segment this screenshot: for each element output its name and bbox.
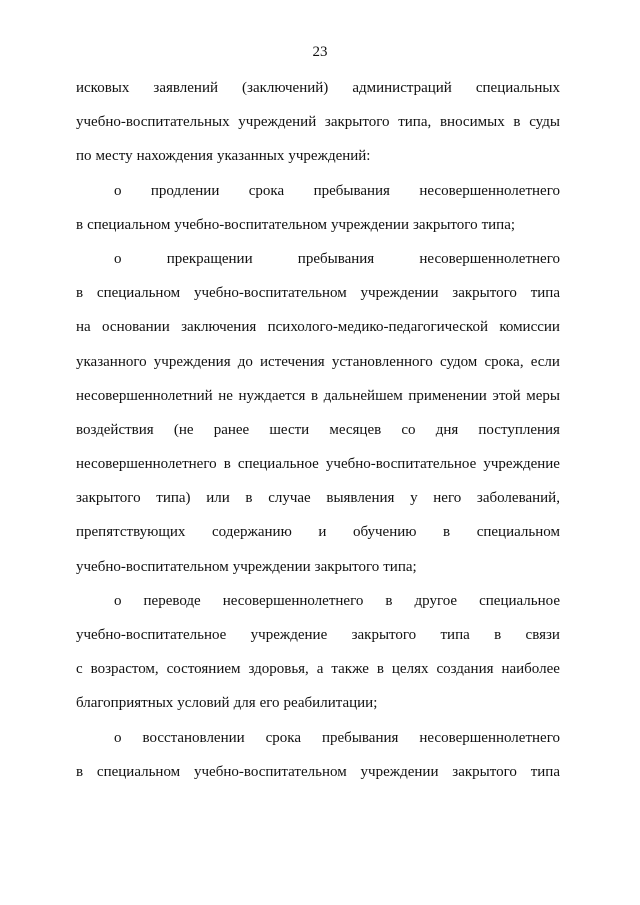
text-word: в [223, 456, 231, 473]
text-word: дальнейшем [323, 387, 403, 404]
text-line [76, 515, 560, 549]
text-word: специальных [475, 80, 560, 96]
text-word: учебно-воспитательном [76, 558, 229, 575]
text-line [76, 550, 560, 584]
text-line [76, 310, 560, 344]
text-word: также [331, 661, 369, 678]
text-line [76, 379, 560, 413]
text-word: срока [265, 729, 302, 746]
text-word: наиболее [501, 661, 560, 678]
text-word: типа; [481, 216, 516, 233]
text-word: для [233, 695, 256, 712]
text-word: специальном [476, 524, 560, 541]
text-word: несовершеннолетнего [419, 250, 560, 267]
text-word: учреждений: [288, 148, 371, 165]
text-word: случае [268, 490, 311, 507]
text-line [76, 481, 560, 515]
text-word: применении [408, 387, 487, 404]
text-word: по [76, 148, 92, 165]
text-word: не [218, 387, 233, 404]
text-word: благоприятных [76, 695, 174, 712]
text-word: его [259, 695, 280, 712]
text-word: в [245, 490, 253, 507]
text-word: ранее [213, 421, 250, 438]
text-word: типа, [398, 114, 432, 131]
text-word: закрытого [324, 114, 390, 131]
text-word: учреждении [331, 216, 409, 233]
text-word: срока, [484, 353, 524, 370]
text-word: закрытого [412, 216, 478, 233]
text-line [76, 345, 560, 379]
text-word: учреждение [250, 627, 328, 643]
text-word: несовершеннолетнего [222, 592, 364, 609]
text-line [76, 208, 560, 242]
text-word: учебно-воспитательном [194, 763, 347, 780]
text-word: о [114, 250, 122, 267]
text-word: пребывания [297, 250, 375, 267]
text-word: связи [525, 627, 560, 643]
text-word: (не [173, 421, 194, 438]
text-word: несовершеннолетнего [419, 729, 560, 746]
text-line [76, 755, 560, 789]
text-word: восстановлении [142, 729, 245, 746]
text-word: вносимых [439, 114, 505, 131]
text-word: закрытого [452, 763, 517, 780]
text-word: учебно-воспитательном [194, 285, 347, 302]
text-word: срока [248, 182, 285, 199]
text-word: типа [440, 627, 470, 643]
text-line [76, 242, 560, 276]
text-word: на [76, 319, 91, 336]
text-word: в [76, 285, 84, 302]
text-word: суды [529, 114, 560, 131]
text-word: прекращении [166, 250, 253, 267]
text-word: дня [435, 421, 459, 438]
text-word: в [376, 661, 384, 678]
text-word: нахождения [136, 148, 213, 165]
page-number: 23 [312, 44, 328, 60]
text-word: со [401, 421, 416, 438]
text-word: в [513, 114, 521, 131]
text-word: специальном [96, 285, 181, 302]
text-word: с [76, 661, 83, 678]
text-line [76, 276, 560, 310]
text-word: воздействия [76, 421, 154, 438]
text-word: (заключений) [242, 80, 329, 96]
text-word: в [310, 387, 319, 404]
text-word: до [237, 353, 253, 370]
text-word: учебно-воспитательном [174, 216, 328, 233]
text-word: администраций [352, 80, 452, 96]
text-word: судом [439, 353, 478, 370]
text-word: учреждении [232, 558, 311, 575]
text-word: переводе [143, 592, 201, 609]
text-word: заявлений [153, 80, 218, 96]
text-word: условий [177, 695, 230, 712]
text-word: поступления [478, 421, 560, 438]
text-word: пребывания [322, 729, 399, 746]
text-line [76, 413, 560, 447]
text-word: психолого-медико-педагогической [267, 319, 488, 336]
text-word: учебно-воспитательное [76, 627, 227, 643]
text-word: типа; [383, 558, 417, 575]
text-word: а [316, 661, 324, 678]
text-word: специальное [237, 456, 319, 473]
text-line [76, 618, 560, 652]
text-word: реабилитации; [283, 695, 378, 712]
text-word: заболеваний, [476, 490, 560, 507]
text-word: учреждений [238, 114, 317, 131]
text-word: установленного [331, 353, 433, 370]
text-word: несовершеннолетний [76, 387, 213, 404]
text-line [76, 721, 560, 755]
text-word: учреждении [360, 285, 439, 302]
text-word: в [76, 216, 84, 233]
body-text [76, 71, 560, 789]
text-word: учреждения [153, 353, 231, 370]
text-word: закрытого [351, 627, 417, 643]
text-word: целях [391, 661, 429, 678]
text-word: него [433, 490, 462, 507]
text-word: типа [530, 763, 560, 780]
text-word: заключения [181, 319, 257, 336]
text-word: в [443, 524, 451, 541]
text-word: несовершеннолетнего [76, 456, 217, 473]
text-word: учебно-воспитательное [325, 456, 477, 473]
text-word: выявления [326, 490, 395, 507]
text-line [76, 584, 560, 618]
text-word: другое [414, 592, 458, 609]
text-word: в [494, 627, 502, 643]
text-word: о [114, 182, 122, 199]
text-word: если [530, 353, 560, 370]
text-line [76, 447, 560, 481]
text-word: специальном [87, 216, 171, 233]
text-word: типа [530, 285, 560, 302]
text-line [76, 686, 560, 720]
text-word: меры [526, 387, 560, 404]
text-word: месяцев [329, 421, 382, 438]
text-word: типа) [156, 490, 191, 507]
text-word: основании [102, 319, 170, 336]
text-word: здоровья, [248, 661, 309, 678]
text-line [76, 71, 560, 105]
text-word: обучению [352, 524, 417, 541]
text-word: содержанию [211, 524, 292, 541]
text-word: специальном [96, 763, 181, 780]
text-line [76, 105, 560, 139]
text-word: состоянием [166, 661, 241, 678]
text-line [76, 139, 560, 173]
text-word: закрытого [452, 285, 517, 302]
text-word: или [206, 490, 230, 507]
text-word: указанного [76, 353, 147, 370]
text-word: препятствующих [76, 524, 186, 541]
text-word: и [318, 524, 327, 541]
text-line [76, 174, 560, 208]
text-word: учебно-воспитательных [76, 114, 230, 131]
text-word: истечения [260, 353, 325, 370]
text-word: шести [269, 421, 310, 438]
text-word: этой [492, 387, 521, 404]
text-word: несовершеннолетнего [419, 182, 560, 199]
text-word: пребывания [313, 182, 390, 199]
text-word: учреждение [483, 456, 560, 473]
text-word: о [114, 592, 122, 609]
text-word: о [114, 729, 122, 746]
text-word: в [385, 592, 393, 609]
text-word: у [410, 490, 418, 507]
text-word: исковых [76, 80, 130, 96]
text-word: возрастом, [90, 661, 159, 678]
text-word: закрытого [314, 558, 380, 575]
text-word: комиссии [499, 319, 560, 336]
text-word: учреждении [360, 763, 439, 780]
text-word: специальное [479, 592, 560, 609]
text-word: в [76, 763, 84, 780]
text-word: нуждается [238, 387, 306, 404]
text-word: месту [95, 148, 133, 165]
text-word: продлении [150, 182, 220, 199]
text-word: указанных [216, 148, 285, 165]
text-line [76, 652, 560, 686]
text-word: закрытого [76, 490, 141, 507]
text-word: создания [436, 661, 494, 678]
